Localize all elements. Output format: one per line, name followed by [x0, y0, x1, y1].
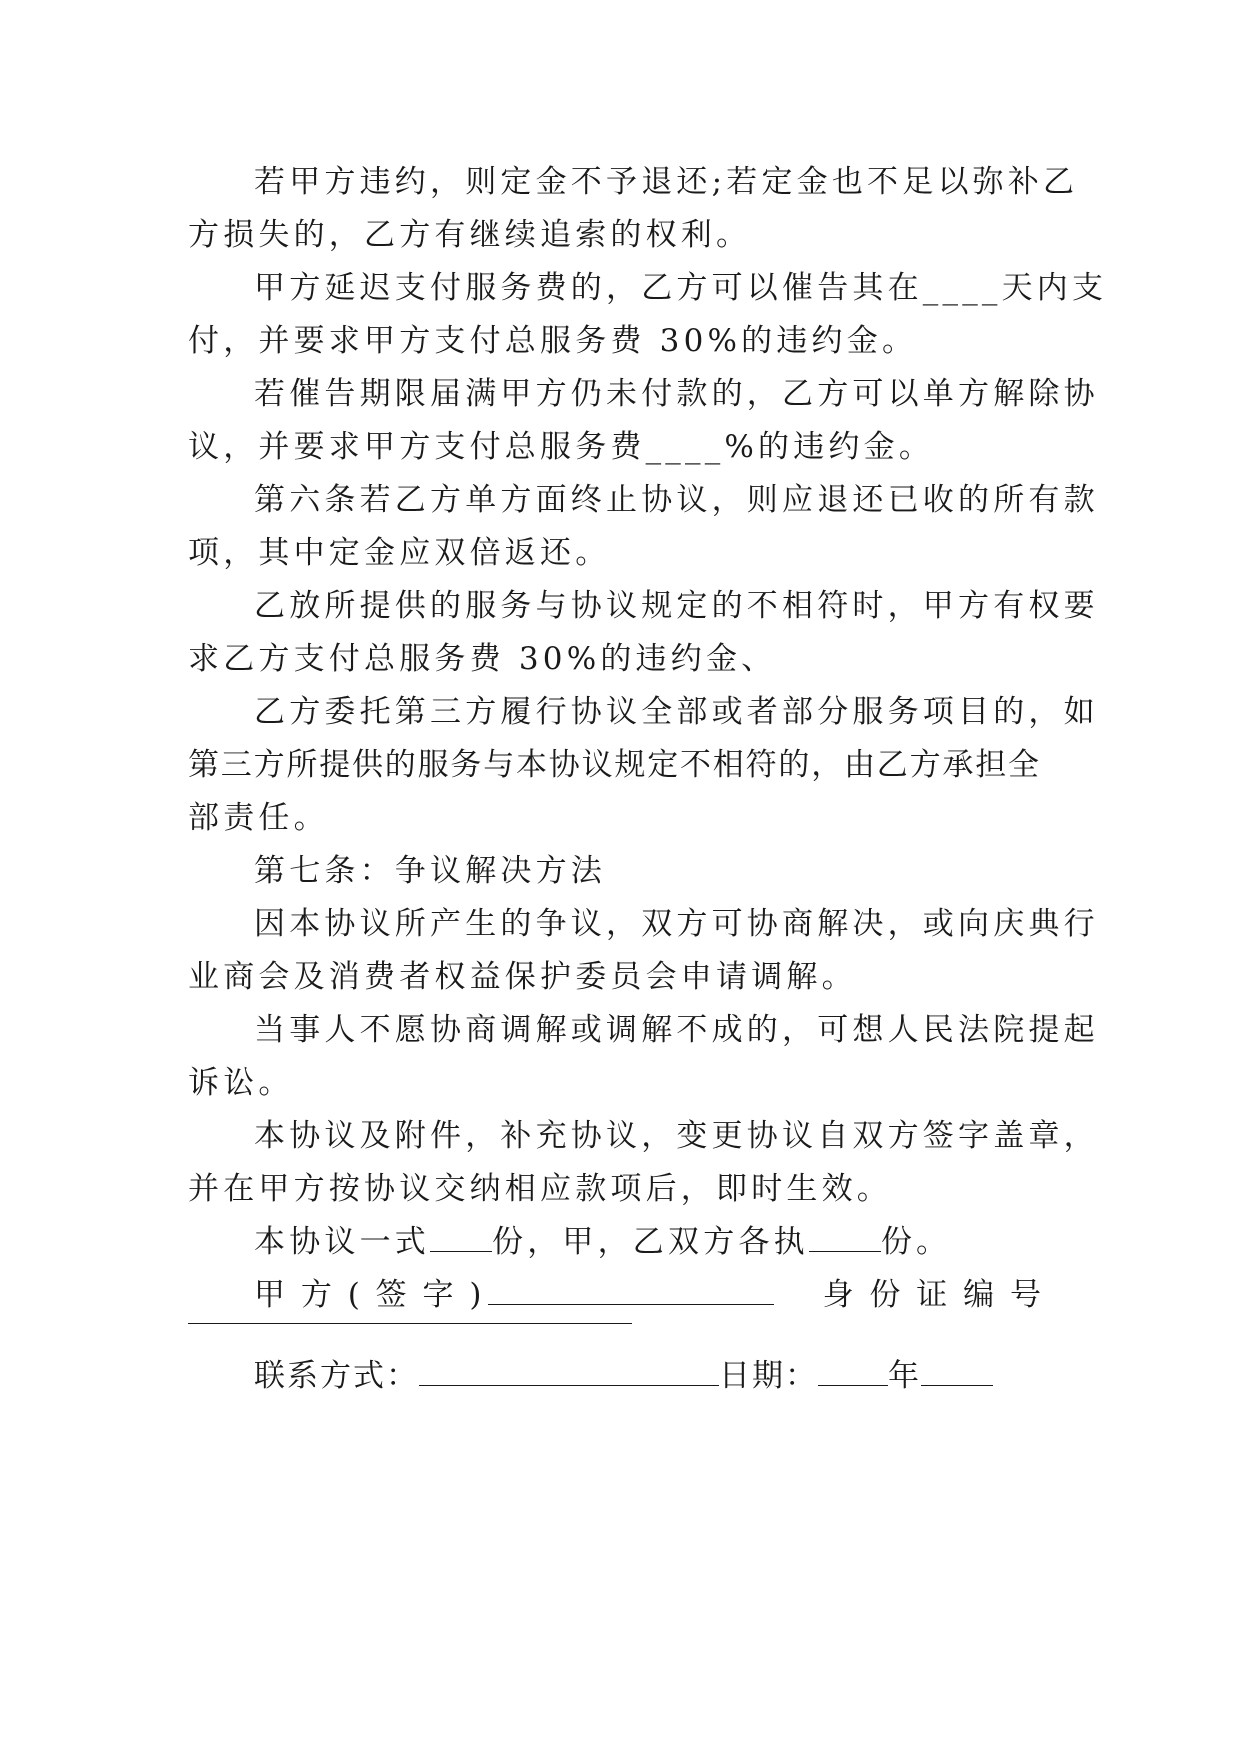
paragraph-line: 诉讼。 — [188, 1065, 294, 1101]
signature-line — [188, 1271, 1044, 1319]
copies-line — [188, 1218, 1110, 1266]
paragraph-line: 求乙方支付总服务费 30%的违约金、 — [188, 641, 777, 677]
paragraph-line: 议，并要求甲方支付总服务费____%的违约金。 — [188, 429, 935, 465]
year-blank[interactable] — [818, 1353, 888, 1386]
paragraph-line: 乙放所提供的服务与协议规定的不相符时，甲方有权要 — [254, 588, 1099, 624]
paragraph-line: 并在甲方按协议交纳相应款项后，即时生效。 — [188, 1171, 892, 1207]
section-heading: 第七条：争议解决方法 — [254, 853, 606, 889]
id-number-label: 身 份 证 编 号 — [822, 1277, 1044, 1313]
paragraph-line: 第六条若乙方单方面终止协议，则应退还已收的所有款 — [254, 482, 1099, 518]
year-label: 年 — [888, 1358, 921, 1394]
paragraph-line: 方损失的，乙方有继续追索的权利。 — [188, 217, 752, 253]
paragraph-line: 本协议及附件，补充协议，变更协议自双方签字盖章， — [254, 1118, 1099, 1154]
party-a-sign-label: 甲 方 ( 签 字 ) — [254, 1277, 485, 1313]
paragraph-line: 甲方延迟支付服务费的，乙方可以催告其在____天内支 — [254, 270, 1108, 306]
copies-total-blank[interactable] — [430, 1219, 492, 1252]
date-label: 日期： — [719, 1358, 818, 1394]
paragraph-line: 若催告期限届满甲方仍未付款的，乙方可以单方解除协 — [254, 376, 1099, 412]
copies-mid: 份，甲，乙双方各执 — [492, 1224, 809, 1260]
party-a-sign-blank[interactable] — [488, 1272, 774, 1305]
paragraph-line: 若甲方违约，则定金不予退还;若定金也不足以弥补乙 — [254, 164, 1079, 200]
paragraph-line: 乙方委托第三方履行协议全部或者部分服务项目的，如 — [254, 694, 1099, 730]
paragraph-line: 部责任。 — [188, 800, 329, 836]
paragraph-line: 因本协议所产生的争议，双方可协商解决，或向庆典行 — [254, 906, 1099, 942]
copies-each-blank[interactable] — [809, 1219, 881, 1252]
month-blank[interactable] — [921, 1353, 993, 1386]
paragraph-line: 付，并要求甲方支付总服务费 30%的违约金。 — [188, 323, 918, 359]
contact-line — [188, 1352, 1110, 1400]
contact-label: 联系方式： — [254, 1358, 419, 1394]
paragraph-line: 项，其中定金应双倍返还。 — [188, 535, 611, 571]
paragraph-line: 业商会及消费者权益保护委员会申请调解。 — [188, 959, 857, 995]
paragraph-line: 当事人不愿协商调解或调解不成的，可想人民法院提起 — [254, 1012, 1099, 1048]
id-number-blank[interactable] — [188, 1323, 632, 1324]
copies-prefix: 本协议一式 — [254, 1224, 430, 1260]
paragraph-line: 第三方所提供的服务与本协议规定不相符的，由乙方承担全 — [188, 747, 1041, 783]
copies-suffix: 份。 — [880, 1224, 952, 1260]
contact-blank[interactable] — [419, 1353, 719, 1386]
